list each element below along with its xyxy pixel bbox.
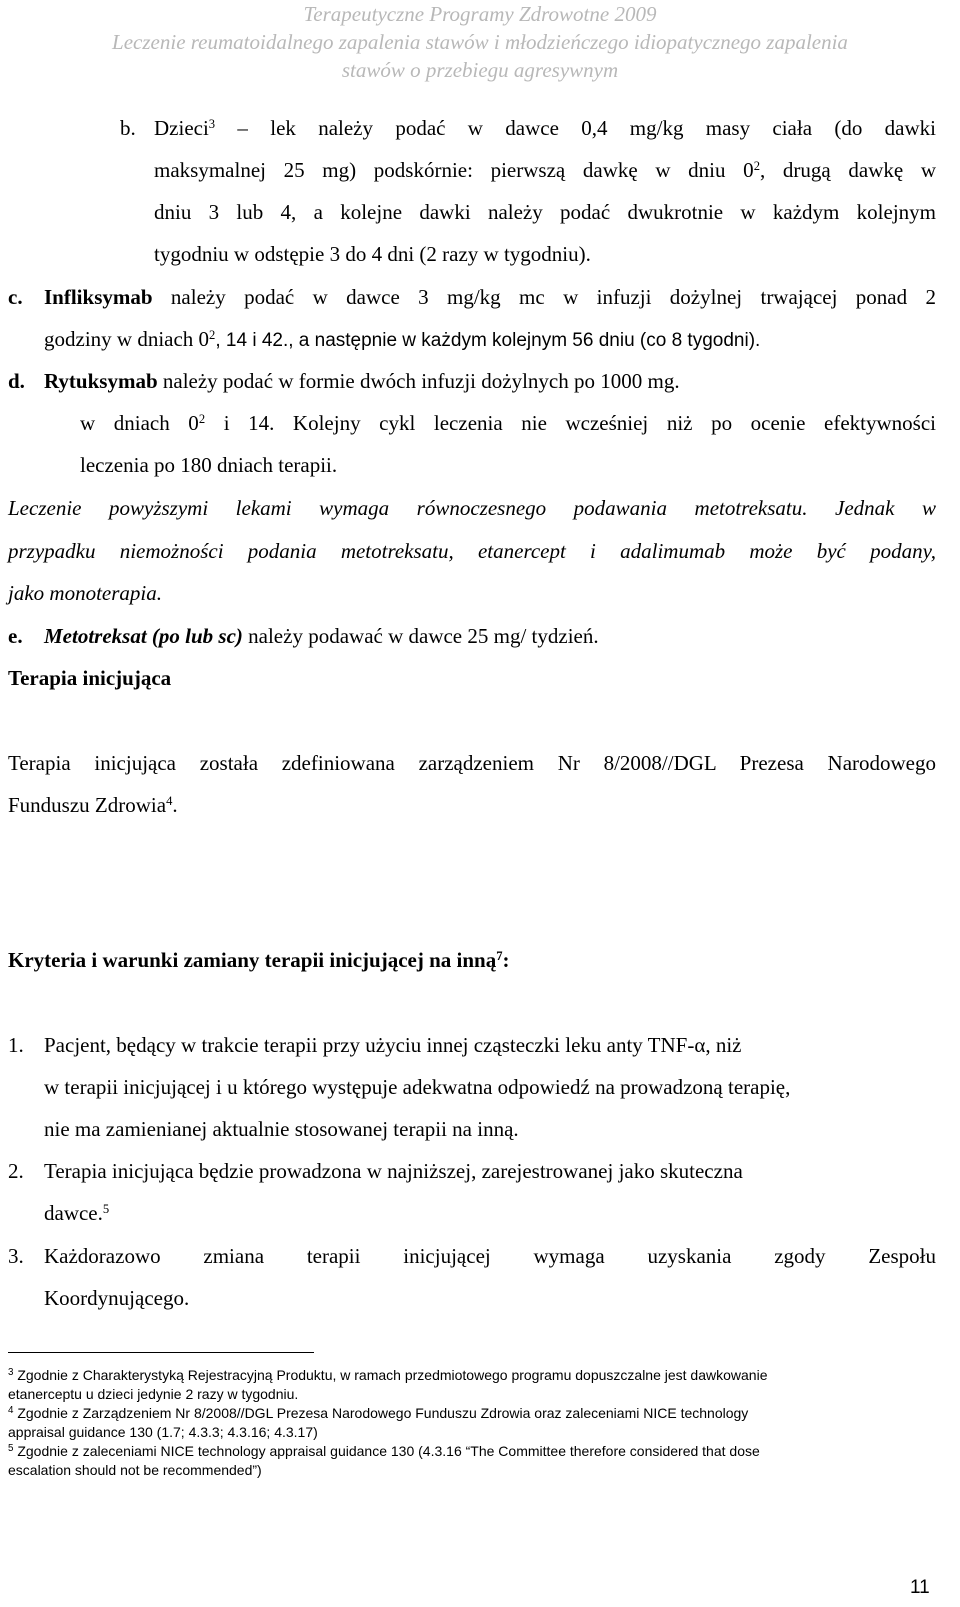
footnote-separator <box>8 1352 314 1353</box>
item-b-line-3: dniu 3 lub 4, a kolejne dawki należy podać dwukrotnie w każdym kolejnym <box>154 200 936 224</box>
item-b-line-4: tygodniu w odstępie 3 do 4 dni (2 razy w tygodniu). <box>154 242 591 266</box>
header-title: Terapeutyczne Programy Zdrowotne 2009 <box>303 2 657 26</box>
list-item-1-line-1: Pacjent, będący w trakcie terapii przy użyciu innej cząsteczki leku anty TNF-α, niż <box>44 1033 742 1057</box>
footnote-ref-2: 2 <box>198 412 206 427</box>
initial-therapy-para-line-1: Terapia inicjująca została zdefiniowana zarządzeniem Nr 8/2008//DGL Prezesa Narodowego <box>8 751 936 775</box>
drug-infliksymab: Infliksymab <box>44 285 153 309</box>
item-c-line-1 <box>44 287 936 308</box>
section-heading-initial-therapy: Terapia inicjująca <box>8 666 172 690</box>
header-subtitle-cont: stawów o przebiegu agresywnym <box>341 58 619 82</box>
footnote-4-text: Zgodnie z Zarządzeniem Nr 8/2008//DGL Prezesa Narodowego Funduszu Zdrowia oraz zaleceniami NICE technology <box>13 1405 749 1421</box>
item-c-text: godziny w dniach 0 <box>44 327 210 351</box>
footnote-3-number: 3 <box>8 1367 14 1379</box>
item-d-text: i 14. Kolejny cykl leczenia nie wcześniej niż po ocenie efektywności <box>205 411 936 435</box>
footnote-5-text: Zgodnie z zaleceniami NICE technology appraisal guidance 130 (4.3.16 “The Committee therefore considered that dose <box>13 1443 760 1459</box>
item-c-text: należy podać w dawce 3 mg/kg mc w infuzji dożylnej trwającej ponad 2 <box>152 285 936 309</box>
list-number-1: 1. <box>8 1033 24 1057</box>
item-b-subject: Dzieci <box>154 116 209 140</box>
list-number-3: 3. <box>8 1244 24 1268</box>
footnote-ref-2: 2 <box>753 159 760 174</box>
list-item-3-line-2: Koordynującego. <box>44 1286 190 1310</box>
item-b-marker: b. <box>120 116 136 140</box>
criteria-heading-text: : <box>502 948 510 972</box>
footnote-ref-5: 5 <box>102 1202 110 1217</box>
initial-therapy-text: Funduszu Zdrowia <box>8 793 167 817</box>
item-d-line-2 <box>80 413 936 434</box>
item-e-text: należy podawać w dawce 25 mg/ tydzień. <box>242 624 599 648</box>
footnote-3-text: Zgodnie z Charakterystyką Rejestracyjną Produktu, w ramach przedmiotowego programu dopuszczalne jest dawkowanie <box>13 1367 768 1383</box>
item-c-text: , 14 i 42., a następnie w każdym kolejnym 56 dniu (co 8 tygodni). <box>215 330 761 351</box>
list-item-2-line-1: Terapia inicjująca będzie prowadzona w najniższej, zarejestrowanej jako skuteczna <box>44 1159 743 1183</box>
initial-therapy-para-line-2 <box>8 795 178 816</box>
list-item-3-line-1: Każdorazowo zmiana terapii inicjującej wymaga uzyskania zgody Zespołu <box>44 1244 936 1268</box>
item-d-text: w dniach 0 <box>80 411 199 435</box>
item-b-line-1 <box>154 118 936 139</box>
list-item-2-line-2 <box>44 1203 109 1224</box>
item-e-line <box>44 626 599 647</box>
item-e-marker: e. <box>8 624 23 648</box>
item-d-marker: d. <box>8 369 25 393</box>
footnote-3-line-2: etanerceptu u dzieci jedynie 2 razy w tygodniu. <box>8 1386 299 1402</box>
footnote-ref-4: 4 <box>166 794 173 809</box>
monotherapy-note-line-2: przypadku niemożności podania metotreksatu, etanercept i adalimumab może być podany, <box>8 539 936 563</box>
item-b-text: maksymalnej 25 mg) podskórnie: pierwszą dawkę w dniu 0 <box>154 158 754 182</box>
section-heading-criteria <box>8 950 510 971</box>
drug-metotreksat: Metotreksat (po lub sc) <box>44 624 243 648</box>
footnote-4-line-2: appraisal guidance 130 (1.7; 4.3.3; 4.3.16; 4.3.17) <box>8 1424 318 1440</box>
monotherapy-note-line-1: Leczenie powyższymi lekami wymaga równoczesnego podawania metotreksatu. Jednak w <box>8 496 936 520</box>
drug-rytuksymab: Rytuksymab <box>44 369 158 393</box>
footnote-4-line-1 <box>8 1406 748 1420</box>
list-number-2: 2. <box>8 1159 24 1183</box>
footnote-5-number: 5 <box>8 1443 14 1455</box>
item-d-line-3: leczenia po 180 dniach terapii. <box>80 453 338 477</box>
footnote-ref-7: 7 <box>496 949 503 964</box>
initial-therapy-text: . <box>172 793 178 817</box>
list-item-2-text: dawce. <box>44 1201 103 1225</box>
footnote-3-line-1 <box>8 1368 767 1382</box>
footnote-ref-2: 2 <box>209 328 216 343</box>
item-d-line-1 <box>44 371 680 392</box>
item-b-text: – lek należy podać w dawce 0,4 mg/kg masy ciała (do dawki <box>215 116 936 140</box>
footnote-ref-3: 3 <box>208 117 216 132</box>
monotherapy-note-line-3: jako monoterapia. <box>8 581 162 605</box>
footnote-4-number: 4 <box>8 1405 14 1417</box>
list-item-1-line-3: nie ma zamienianej aktualnie stosowanej terapii na inną. <box>44 1117 519 1141</box>
footnote-5-line-2: escalation should not be recommended”) <box>8 1462 262 1478</box>
footnote-5-line-1 <box>8 1444 760 1458</box>
page-number: 11 <box>910 1577 930 1598</box>
item-d-text: należy podać w formie dwóch infuzji dożylnych po 1000 mg. <box>157 369 680 393</box>
item-b-text: , drugą dawkę w <box>759 158 937 182</box>
item-b-line-2 <box>154 160 936 181</box>
item-c-marker: c. <box>8 285 23 309</box>
criteria-heading-text: Kryteria i warunki zamiany terapii inicjującej na inną <box>8 948 497 972</box>
list-item-1-line-2: w terapii inicjującej i u którego występuje adekwatna odpowiedź na prowadzoną terapię, <box>44 1075 791 1099</box>
item-c-line-2 <box>44 329 760 350</box>
header-subtitle: Leczenie reumatoidalnego zapalenia stawów i młodzieńczego idiopatycznego zapalenia <box>112 30 848 54</box>
